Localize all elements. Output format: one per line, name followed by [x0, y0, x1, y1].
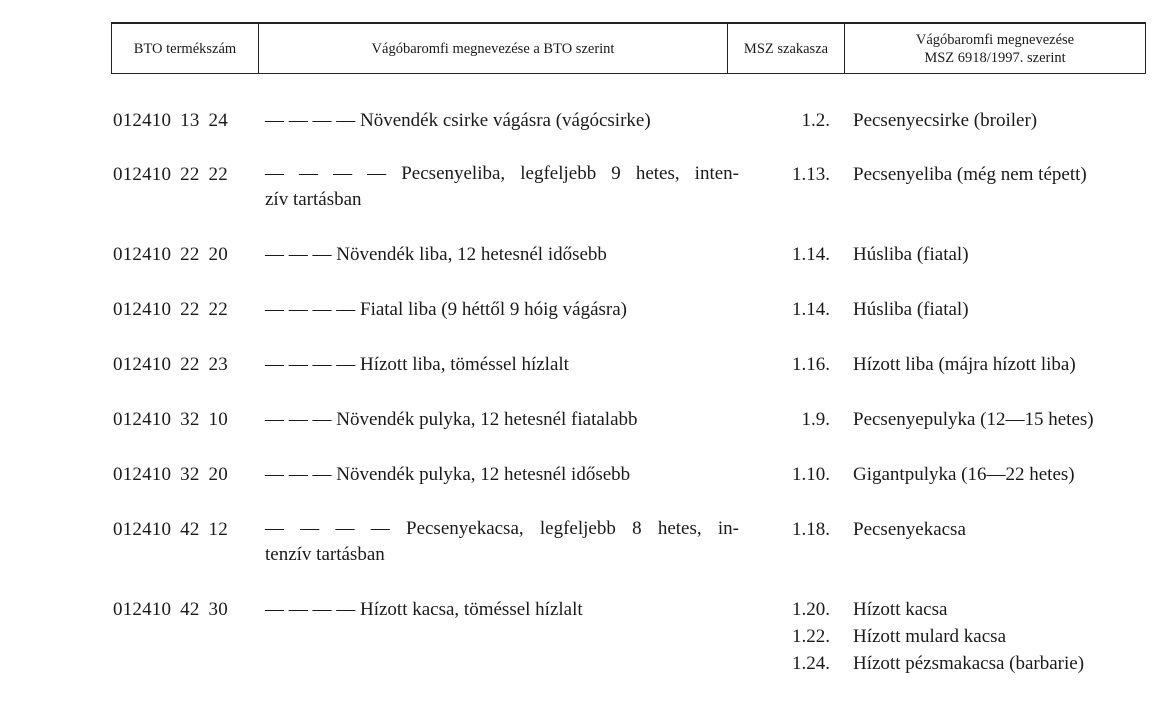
bto-name [265, 241, 739, 268]
header-msz-section: MSZ szakasza [728, 24, 845, 73]
msz-name [853, 296, 969, 323]
msz-name-value: Pecsenyekacsa [853, 519, 966, 540]
bto-name-continuation: zív tartásban [265, 189, 362, 210]
bto-name-continuation: tenzív tartásban [265, 544, 385, 565]
msz-name [853, 351, 1076, 378]
bto-code: 012410 22 20 [113, 244, 228, 265]
msz-section [760, 461, 830, 488]
bto-name-text: — — — — Pecsenyekacsa, legfeljebb 8 hetes, in- [265, 518, 739, 539]
msz-section-value: 1.20. [792, 599, 830, 620]
msz-name-value: Gigantpulyka (16—22 hetes) [853, 464, 1075, 485]
msz-section [760, 351, 830, 378]
bto-name-text: — — — — Hízott kacsa, töméssel hízlalt [265, 599, 583, 620]
msz-name [853, 596, 1084, 677]
msz-name-value: Pecsenyeliba (még nem tépett) [853, 164, 1087, 185]
header-bto-number: BTO termékszám [112, 24, 259, 73]
msz-name-value: Pecsenyecsirke (broiler) [853, 110, 1038, 131]
msz-section-value: 1.24. [792, 653, 830, 674]
bto-name [265, 161, 739, 213]
msz-section-value: 1.18. [792, 519, 830, 540]
msz-section [760, 161, 830, 188]
msz-section-value: 1.13. [792, 164, 830, 185]
bto-name [265, 406, 739, 433]
bto-name [265, 516, 739, 568]
msz-name-value: Hízott kacsa [853, 599, 948, 620]
msz-name [853, 107, 1037, 134]
bto-code: 012410 22 22 [113, 164, 228, 185]
msz-name [853, 161, 1087, 188]
msz-section-value: 1.10. [792, 464, 830, 485]
msz-section-value: 1.16. [792, 354, 830, 375]
msz-name-value: Hízott pézsmakacsa (barbarie) [853, 653, 1085, 674]
msz-section [760, 516, 830, 543]
bto-name-text: — — — — Hízott liba, töméssel hízlalt [265, 354, 569, 375]
msz-name [853, 406, 1094, 433]
msz-section [760, 107, 830, 134]
msz-section [760, 241, 830, 268]
header-msz-name-line1: Vágóbaromfi megnevezése [915, 31, 1075, 48]
msz-section-value: 1.9. [801, 409, 830, 430]
msz-name [853, 461, 1075, 488]
msz-name-value: Hízott mulard kacsa [853, 626, 1007, 647]
msz-section [760, 596, 830, 677]
msz-section-value: 1.2. [801, 110, 830, 131]
msz-name-value: Húsliba (fiatal) [853, 299, 969, 320]
table-header [111, 22, 1146, 74]
bto-code: 012410 13 24 [113, 110, 228, 131]
msz-name [853, 241, 969, 268]
bto-name-text: — — — Növendék liba, 12 hetesnél idősebb [265, 244, 607, 265]
bto-code: 012410 22 23 [113, 354, 228, 375]
bto-name [265, 351, 739, 378]
bto-code: 012410 42 30 [113, 599, 228, 620]
msz-name-value: Húsliba (fiatal) [853, 244, 969, 265]
msz-name-value: Pecsenyepulyka (12—15 hetes) [853, 409, 1094, 430]
bto-name-text: — — — Növendék pulyka, 12 hetesnél fiatalabb [265, 409, 638, 430]
msz-section-value: 1.14. [792, 244, 830, 265]
msz-section [760, 296, 830, 323]
bto-name [265, 461, 739, 488]
msz-section-value: 1.14. [792, 299, 830, 320]
bto-name-text: — — — — Fiatal liba (9 héttől 9 hóig vágásra) [265, 299, 627, 320]
msz-section-value: 1.22. [792, 626, 830, 647]
bto-code: 012410 42 12 [113, 519, 228, 540]
header-msz-name [845, 24, 1145, 73]
bto-code: 012410 22 22 [113, 299, 228, 320]
bto-code: 012410 32 10 [113, 409, 228, 430]
bto-code: 012410 32 20 [113, 464, 228, 485]
header-msz-name-line2: MSZ 6918/1997. szerint [924, 49, 1066, 66]
bto-name-text: — — — — Pecsenyeliba, legfeljebb 9 hetes, inten- [265, 163, 739, 184]
msz-name-value: Hízott liba (májra hízott liba) [853, 354, 1076, 375]
msz-name [853, 516, 966, 543]
header-bto-name: Vágóbaromfi megnevezése a BTO szerint [259, 24, 728, 73]
msz-section [760, 406, 830, 433]
bto-name [265, 596, 739, 623]
bto-name-text: — — — Növendék pulyka, 12 hetesnél idősebb [265, 464, 631, 485]
bto-name [265, 107, 739, 134]
bto-name-text: — — — — Növendék csirke vágásra (vágócsirke) [265, 110, 651, 131]
bto-name [265, 296, 739, 323]
